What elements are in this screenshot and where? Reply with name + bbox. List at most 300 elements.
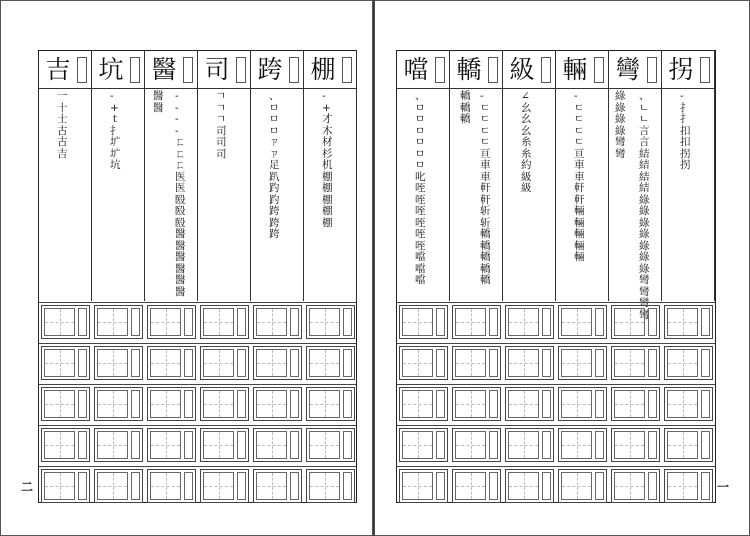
pinyin-box (489, 390, 498, 418)
stroke-order (609, 90, 661, 321)
pinyin-box (343, 472, 352, 500)
pinyin-box (542, 349, 551, 377)
stroke-step: 醫 (175, 285, 185, 298)
stroke-step: 咥 (415, 228, 425, 240)
practice-cell (200, 346, 249, 380)
pinyin-box (290, 431, 299, 459)
practice-box (508, 349, 539, 377)
pinyin-box (648, 431, 657, 459)
practice-cell (505, 428, 554, 462)
pinyin-box (542, 431, 551, 459)
practice-cell (399, 428, 448, 462)
practice-box (667, 349, 698, 377)
stroke-step: 綠 (615, 113, 625, 125)
stroke-step: ㅁ (415, 113, 425, 125)
stroke-step: 咥 (415, 205, 425, 217)
pinyin-box (78, 349, 87, 377)
stroke-step: 轎 (460, 101, 470, 114)
pinyin-box (290, 472, 299, 500)
pinyin-box (131, 390, 140, 418)
stroke-step: 軒 (480, 182, 490, 194)
pinyin-box (436, 472, 445, 500)
practice-box (150, 308, 181, 336)
stroke-step: 醫 (175, 228, 185, 240)
stroke-step: 結 (639, 159, 649, 171)
stroke-step: 棚 (322, 170, 332, 183)
stroke-step: - (680, 90, 684, 102)
practice-box (150, 349, 181, 377)
practice-box (203, 349, 234, 377)
practice-cell (41, 469, 90, 503)
char-header (450, 51, 503, 89)
stroke-step: 十 (57, 101, 67, 114)
pinyin-box (289, 57, 299, 83)
pinyin-box (595, 390, 604, 418)
char-header (609, 51, 662, 89)
stroke-step: 机 (322, 159, 332, 171)
practice-box (97, 472, 128, 500)
stroke-step: 医 (175, 182, 185, 194)
practice-box (667, 472, 698, 500)
stroke-step: - (175, 124, 179, 137)
stroke-step: 約 (521, 159, 531, 171)
pinyin-box (436, 308, 445, 336)
practice-cell (306, 469, 355, 503)
practice-cell (399, 387, 448, 421)
pinyin-box (78, 431, 87, 459)
stroke-step: 跨 (269, 216, 279, 229)
stroke-step: 拐 (680, 147, 690, 160)
char-header (556, 51, 609, 89)
stroke-step: 幺 (521, 101, 531, 114)
practice-box (402, 308, 433, 336)
stroke-step: 輛 (574, 239, 584, 252)
stroke-step: 醫 (153, 90, 163, 102)
pinyin-box (237, 349, 246, 377)
stroke-step: 輛 (574, 251, 584, 263)
stroke-step: ㄷ (574, 101, 584, 114)
pinyin-box (343, 431, 352, 459)
stroke-step: 棚 (322, 216, 332, 229)
char-header (304, 51, 357, 89)
pinyin-box (489, 431, 498, 459)
practice-cell (611, 305, 660, 339)
practice-box (97, 349, 128, 377)
stroke-step: 、 (415, 90, 425, 102)
practice-box (561, 472, 592, 500)
stroke-step: 扣 (680, 124, 690, 137)
practice-row (397, 343, 715, 382)
pinyin-box (648, 390, 657, 418)
model-character: 跨 (257, 55, 283, 84)
stroke-step: 斩 (480, 205, 490, 217)
pinyin-box (290, 349, 299, 377)
practice-cell (664, 469, 713, 503)
stroke-step: 綠 (639, 228, 649, 240)
practice-cell (41, 346, 90, 380)
stroke-step: 級 (521, 170, 531, 183)
practice-cell (664, 305, 713, 339)
char-header (145, 51, 198, 89)
practice-cell (664, 428, 713, 462)
model-character: 吉 (45, 55, 71, 84)
stroke-step: 司 (216, 147, 226, 160)
stroke-step: 材 (322, 136, 332, 148)
stroke-step: 趴 (269, 170, 279, 183)
stroke-step: ｔ (110, 113, 120, 125)
stroke-step: ㄷ (480, 101, 490, 114)
stroke-step: 轎 (480, 251, 490, 263)
practice-cell (611, 428, 660, 462)
stroke-step: 綠 (639, 251, 649, 263)
practice-cell (558, 346, 607, 380)
practice-box (561, 431, 592, 459)
stroke-step: 圹 (110, 147, 120, 160)
practice-row (39, 343, 356, 382)
stroke-step: ㅁ (415, 124, 425, 137)
practice-cell (505, 305, 554, 339)
stroke-step: 棚 (322, 193, 332, 206)
practice-cell (41, 387, 90, 421)
practice-cell (147, 305, 196, 339)
model-character: 噹 (403, 55, 429, 84)
char-column-5 (251, 51, 304, 301)
practice-cell (253, 305, 302, 339)
practice-cell (200, 428, 249, 462)
model-character: 彎 (615, 55, 641, 84)
stroke-step: ㄴ (639, 101, 649, 114)
pinyin-box (541, 57, 551, 83)
stroke-step: 彎 (639, 308, 649, 321)
left-page (0, 0, 373, 536)
practice-box (561, 349, 592, 377)
stroke-step: ㄷ (480, 124, 490, 137)
practice-cell (94, 305, 143, 339)
stroke-step: 古 (57, 124, 67, 137)
practice-cell (399, 305, 448, 339)
stroke-step: 綠 (639, 262, 649, 275)
stroke-step: 古 (57, 136, 67, 148)
stroke-step: 彎 (639, 285, 649, 298)
page-number: 二 (21, 480, 34, 494)
stroke-step: 結 (639, 182, 649, 194)
stroke-step: 轎 (460, 90, 470, 102)
model-character: 輛 (562, 55, 588, 84)
practice-cell (94, 428, 143, 462)
practice-row (397, 425, 715, 464)
practice-cell (200, 387, 249, 421)
stroke-step: 車 (480, 159, 490, 171)
practice-cell (452, 387, 501, 421)
char-header (662, 51, 715, 89)
stroke-step: 輛 (574, 228, 584, 240)
stroke-step: 噹 (415, 262, 425, 275)
stroke-step: 、 (639, 90, 649, 102)
stroke-step: 轎 (480, 274, 490, 286)
stroke-step: - (175, 113, 179, 125)
char-column-2 (450, 51, 503, 301)
pinyin-box (131, 349, 140, 377)
practice-box (150, 431, 181, 459)
practice-box (402, 349, 433, 377)
practice-box (508, 472, 539, 500)
stroke-step: 綠 (639, 239, 649, 252)
pinyin-box (542, 390, 551, 418)
practice-box (614, 349, 645, 377)
char-column-1 (39, 51, 92, 301)
practice-box (256, 308, 287, 336)
practice-box (44, 472, 75, 500)
practice-box (309, 472, 340, 500)
stroke-step: 司 (216, 124, 226, 137)
practice-box (256, 390, 287, 418)
stroke-step: 咥 (415, 193, 425, 206)
practice-cell (399, 346, 448, 380)
practice-cell (94, 469, 143, 503)
stroke-step: ∠ (521, 90, 530, 102)
char-column-4 (556, 51, 609, 301)
stroke-column-variant (153, 91, 167, 114)
practice-cell (253, 346, 302, 380)
practice-cell (505, 387, 554, 421)
stroke-step: ㅁ (269, 101, 279, 114)
stroke-step: 扣 (680, 136, 690, 148)
practice-box (667, 390, 698, 418)
stroke-step: ㄈ (175, 136, 185, 148)
stroke-step: ㄈ (175, 147, 185, 160)
practice-box (508, 390, 539, 418)
practice-box (561, 390, 592, 418)
model-character: 坑 (98, 55, 124, 84)
model-character: 棚 (310, 55, 336, 84)
practice-cell (200, 469, 249, 503)
practice-cell (41, 428, 90, 462)
stroke-step: 結 (639, 170, 649, 183)
practice-box (402, 431, 433, 459)
stroke-step: 彎 (615, 136, 625, 148)
practice-cell (306, 346, 355, 380)
practice-box (561, 308, 592, 336)
stroke-step: 車 (574, 159, 584, 171)
practice-cell (200, 305, 249, 339)
practice-cell (253, 428, 302, 462)
stroke-step: 幺 (521, 113, 531, 125)
stroke-step: 趵 (269, 193, 279, 206)
pinyin-box (290, 390, 299, 418)
stroke-step: 拐 (680, 159, 690, 171)
stroke-step: 綠 (639, 216, 649, 229)
pinyin-box (184, 349, 193, 377)
pinyin-box (78, 308, 87, 336)
stroke-step: ㄷ (574, 113, 584, 125)
char-column-4 (198, 51, 251, 301)
pinyin-box (595, 431, 604, 459)
stroke-order (662, 91, 714, 299)
practice-box (150, 472, 181, 500)
stroke-step: 、 (269, 90, 279, 102)
stroke-step: - (110, 90, 114, 102)
stroke-step: 轎 (480, 262, 490, 275)
stroke-step: 棚 (322, 182, 332, 194)
pinyin-box (343, 308, 352, 336)
pinyin-box (701, 390, 710, 418)
practice-box (309, 308, 340, 336)
pinyin-box (700, 57, 710, 83)
pinyin-box (237, 472, 246, 500)
stroke-step: 咥 (415, 216, 425, 229)
stroke-step: 殹 (175, 216, 185, 229)
practice-box (402, 390, 433, 418)
stroke-step: - (175, 90, 179, 102)
stroke-step: 言 (639, 136, 649, 148)
stroke-step: 醫 (153, 101, 163, 114)
stroke-step: ㄗ (269, 136, 279, 148)
practice-cell (253, 469, 302, 503)
practice-sheet-right (396, 50, 716, 503)
pinyin-box (595, 472, 604, 500)
pinyin-box (237, 308, 246, 336)
pinyin-box (290, 308, 299, 336)
char-column-6 (662, 51, 715, 301)
stroke-step: ㅁ (415, 147, 425, 160)
practice-box (455, 472, 486, 500)
stroke-order (145, 91, 197, 299)
char-column-2 (92, 51, 145, 301)
stroke-step: ㄷ (574, 124, 584, 137)
stroke-step: 幺 (521, 124, 531, 137)
pinyin-box (130, 57, 140, 83)
practice-cell (253, 387, 302, 421)
practice-cell (452, 305, 501, 339)
stroke-step: ㄴ (639, 113, 649, 125)
stroke-step: ㄱ (216, 90, 226, 102)
practice-box (667, 431, 698, 459)
stroke-order (251, 91, 303, 299)
stroke-step: 醫 (175, 251, 185, 263)
pinyin-box (488, 57, 498, 83)
stroke-order (39, 91, 91, 299)
practice-cell (558, 387, 607, 421)
practice-box (203, 308, 234, 336)
char-column-3 (145, 51, 198, 301)
practice-box (97, 390, 128, 418)
right-page (374, 0, 750, 536)
stroke-step: 跨 (269, 228, 279, 240)
pinyin-box (701, 349, 710, 377)
stroke-step: 扌 (680, 101, 690, 114)
stroke-step: 吉 (57, 147, 67, 160)
stroke-step: 趵 (269, 182, 279, 194)
stroke-step: ㄱ (216, 113, 226, 125)
pinyin-box (489, 472, 498, 500)
practice-box (256, 431, 287, 459)
practice-cell (558, 305, 607, 339)
stroke-step: 叱 (415, 170, 425, 183)
stroke-order (198, 91, 250, 299)
stroke-step: 医 (175, 170, 185, 183)
stroke-step: 彎 (639, 297, 649, 309)
stroke-column-variant (460, 91, 474, 126)
practice-cell (94, 387, 143, 421)
practice-cell (558, 428, 607, 462)
stroke-step: 木 (322, 124, 332, 137)
practice-box (508, 308, 539, 336)
pinyin-box (595, 349, 604, 377)
pinyin-box (701, 472, 710, 500)
practice-cell (611, 346, 660, 380)
char-header (39, 51, 92, 89)
char-column-1 (397, 51, 450, 301)
practice-box (309, 390, 340, 418)
stroke-step: 車 (480, 170, 490, 183)
stroke-step: 才 (322, 113, 332, 125)
stroke-step: 軒 (574, 193, 584, 206)
pinyin-box (435, 57, 445, 83)
practice-cell (505, 469, 554, 503)
stroke-step: 醫 (175, 274, 185, 286)
practice-row (397, 384, 715, 423)
stroke-step: 圹 (110, 136, 120, 148)
stroke-step: 足 (269, 159, 279, 171)
pinyin-box (648, 472, 657, 500)
pinyin-box (542, 472, 551, 500)
char-header (397, 51, 450, 89)
practice-box (614, 390, 645, 418)
practice-box (614, 472, 645, 500)
stroke-step: 斩 (480, 216, 490, 229)
stroke-step: 醫 (175, 262, 185, 275)
pinyin-box (648, 349, 657, 377)
stroke-order (397, 91, 449, 299)
practice-cell (611, 387, 660, 421)
stroke-step: 坑 (110, 159, 120, 171)
practice-box (44, 308, 75, 336)
stroke-step: ㅁ (269, 124, 279, 137)
pinyin-box (647, 57, 657, 83)
practice-box (203, 431, 234, 459)
stroke-step: ㄷ (480, 136, 490, 148)
page-number: 一 (716, 480, 729, 494)
stroke-step: - (322, 90, 326, 102)
pinyin-box (489, 308, 498, 336)
char-column-5 (609, 51, 662, 321)
practice-cell (452, 469, 501, 503)
pinyin-box (77, 57, 87, 83)
stroke-step: 轎 (480, 239, 490, 252)
pinyin-box (489, 349, 498, 377)
stroke-step: + (110, 101, 119, 114)
practice-cell (664, 346, 713, 380)
stroke-step: 扌 (110, 124, 120, 137)
practice-box (309, 349, 340, 377)
practice-box (614, 431, 645, 459)
pinyin-box (236, 57, 246, 83)
stroke-step: 言 (639, 124, 649, 137)
stroke-step: ㄱ (216, 101, 226, 114)
pinyin-box (595, 308, 604, 336)
stroke-step: 咥 (415, 182, 425, 194)
practice-cell (399, 469, 448, 503)
practice-box (256, 472, 287, 500)
stroke-step: ㄷ (574, 136, 584, 148)
model-character: 轎 (456, 55, 482, 84)
stroke-step: - (574, 90, 578, 102)
pinyin-box (648, 308, 657, 336)
pinyin-box (343, 349, 352, 377)
stroke-step: 綠 (639, 205, 649, 217)
model-character: 拐 (668, 55, 694, 84)
stroke-step: 糸 (521, 147, 531, 160)
